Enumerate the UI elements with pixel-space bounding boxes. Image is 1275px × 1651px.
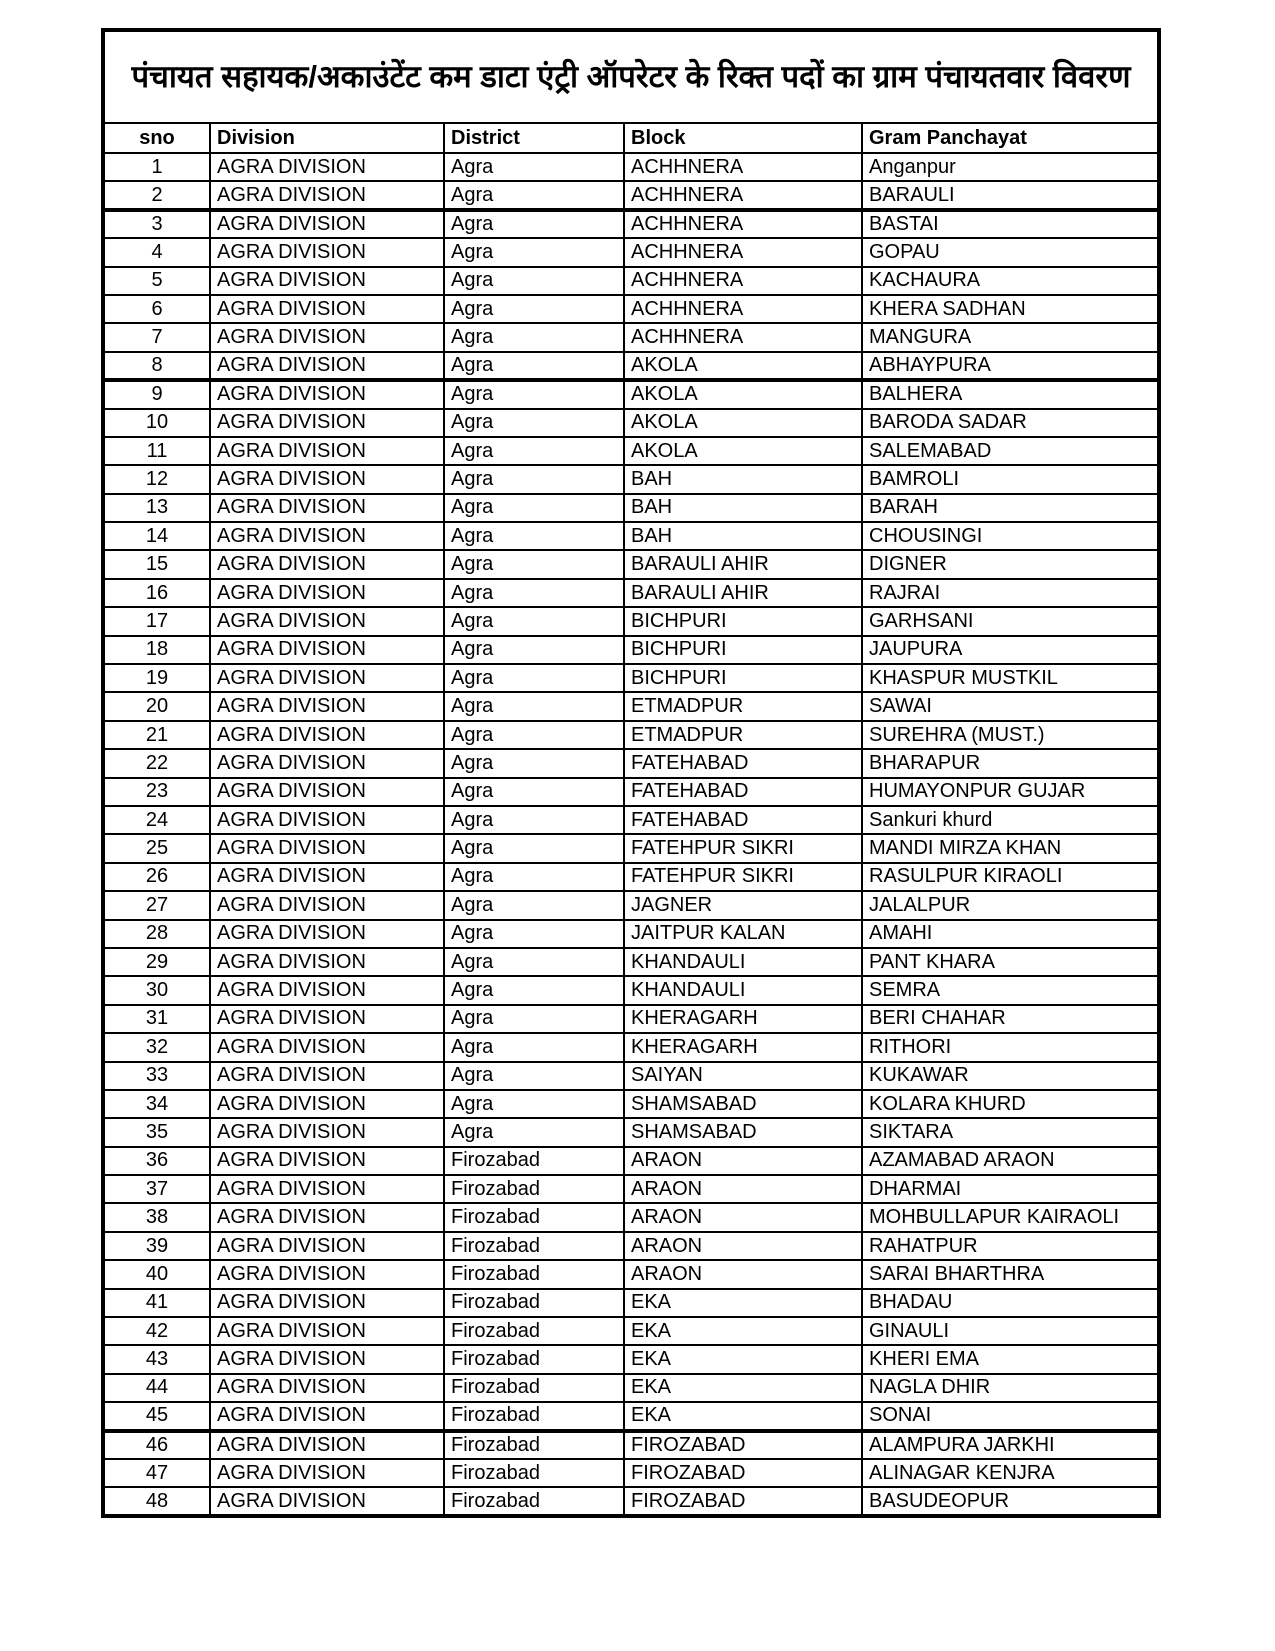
cell-district: Agra — [444, 692, 624, 720]
cell-block: SHAMSABAD — [624, 1090, 862, 1118]
table-row — [103, 749, 1159, 777]
cell-district: Agra — [444, 465, 624, 493]
table-row — [103, 1345, 1159, 1373]
cell-division: AGRA DIVISION — [210, 636, 444, 664]
table-row — [103, 210, 1159, 238]
cell-sno: 30 — [103, 976, 210, 1004]
cell-division: AGRA DIVISION — [210, 721, 444, 749]
cell-sno: 8 — [103, 352, 210, 380]
cell-district: Firozabad — [444, 1260, 624, 1288]
cell-division: AGRA DIVISION — [210, 181, 444, 209]
cell-division: AGRA DIVISION — [210, 1317, 444, 1345]
cell-district: Firozabad — [444, 1345, 624, 1373]
table-row — [103, 1289, 1159, 1317]
table-row — [103, 238, 1159, 266]
cell-division: AGRA DIVISION — [210, 1090, 444, 1118]
cell-division: AGRA DIVISION — [210, 778, 444, 806]
cell-sno: 14 — [103, 522, 210, 550]
cell-division: AGRA DIVISION — [210, 380, 444, 408]
cell-gram-panchayat: JAUPURA — [862, 636, 1159, 664]
cell-district: Agra — [444, 920, 624, 948]
table-row — [103, 1005, 1159, 1033]
cell-block: BAH — [624, 522, 862, 550]
cell-block: BICHPURI — [624, 607, 862, 635]
cell-block: ACHHNERA — [624, 238, 862, 266]
cell-division: AGRA DIVISION — [210, 465, 444, 493]
cell-gram-panchayat: SUREHRA (MUST.) — [862, 721, 1159, 749]
cell-gram-panchayat: RASULPUR KIRAOLI — [862, 863, 1159, 891]
cell-district: Agra — [444, 1090, 624, 1118]
cell-block: ETMADPUR — [624, 721, 862, 749]
cell-block: BICHPURI — [624, 664, 862, 692]
cell-district: Agra — [444, 863, 624, 891]
table-row — [103, 863, 1159, 891]
cell-district: Firozabad — [444, 1374, 624, 1402]
cell-gram-panchayat: GARHSANI — [862, 607, 1159, 635]
cell-district: Agra — [444, 352, 624, 380]
cell-division: AGRA DIVISION — [210, 267, 444, 295]
cell-sno: 36 — [103, 1147, 210, 1175]
cell-division: AGRA DIVISION — [210, 1033, 444, 1061]
table-row — [103, 1487, 1159, 1515]
cell-district: Firozabad — [444, 1317, 624, 1345]
column-header-division: Division — [210, 123, 444, 153]
cell-gram-panchayat: KOLARA KHURD — [862, 1090, 1159, 1118]
cell-block: AKOLA — [624, 437, 862, 465]
cell-division: AGRA DIVISION — [210, 1402, 444, 1430]
cell-gram-panchayat: KHERA SADHAN — [862, 295, 1159, 323]
cell-sno: 4 — [103, 238, 210, 266]
cell-division: AGRA DIVISION — [210, 664, 444, 692]
cell-district: Agra — [444, 891, 624, 919]
cell-district: Agra — [444, 948, 624, 976]
cell-sno: 24 — [103, 806, 210, 834]
table-row — [103, 409, 1159, 437]
cell-division: AGRA DIVISION — [210, 352, 444, 380]
cell-gram-panchayat: JALALPUR — [862, 891, 1159, 919]
cell-district: Agra — [444, 664, 624, 692]
cell-gram-panchayat: BERI CHAHAR — [862, 1005, 1159, 1033]
cell-district: Agra — [444, 579, 624, 607]
cell-gram-panchayat: NAGLA DHIR — [862, 1374, 1159, 1402]
cell-sno: 27 — [103, 891, 210, 919]
cell-district: Agra — [444, 636, 624, 664]
cell-division: AGRA DIVISION — [210, 1459, 444, 1487]
cell-block: ACHHNERA — [624, 295, 862, 323]
cell-sno: 1 — [103, 153, 210, 181]
cell-block: EKA — [624, 1289, 862, 1317]
cell-district: Agra — [444, 409, 624, 437]
cell-sno: 43 — [103, 1345, 210, 1373]
cell-sno: 47 — [103, 1459, 210, 1487]
cell-block: ARAON — [624, 1232, 862, 1260]
cell-gram-panchayat: BARODA SADAR — [862, 409, 1159, 437]
cell-sno: 39 — [103, 1232, 210, 1260]
cell-district: Agra — [444, 778, 624, 806]
cell-block: ARAON — [624, 1147, 862, 1175]
table-row — [103, 181, 1159, 209]
cell-sno: 29 — [103, 948, 210, 976]
cell-block: EKA — [624, 1345, 862, 1373]
cell-gram-panchayat: RITHORI — [862, 1033, 1159, 1061]
cell-division: AGRA DIVISION — [210, 210, 444, 238]
cell-block: ACHHNERA — [624, 181, 862, 209]
cell-gram-panchayat: BAMROLI — [862, 465, 1159, 493]
cell-gram-panchayat: BALHERA — [862, 380, 1159, 408]
cell-sno: 23 — [103, 778, 210, 806]
cell-sno: 45 — [103, 1402, 210, 1430]
cell-gram-panchayat: MANGURA — [862, 323, 1159, 351]
cell-division: AGRA DIVISION — [210, 1062, 444, 1090]
cell-division: AGRA DIVISION — [210, 1431, 444, 1459]
cell-block: ACHHNERA — [624, 210, 862, 238]
table-row — [103, 636, 1159, 664]
cell-sno: 19 — [103, 664, 210, 692]
cell-block: BAH — [624, 494, 862, 522]
cell-block: SAIYAN — [624, 1062, 862, 1090]
cell-division: AGRA DIVISION — [210, 409, 444, 437]
cell-gram-panchayat: Anganpur — [862, 153, 1159, 181]
cell-block: FATEHPUR SIKRI — [624, 863, 862, 891]
cell-district: Firozabad — [444, 1431, 624, 1459]
table-row — [103, 352, 1159, 380]
cell-block: ARAON — [624, 1203, 862, 1231]
table-row — [103, 1402, 1159, 1430]
cell-district: Agra — [444, 834, 624, 862]
cell-district: Agra — [444, 1118, 624, 1146]
cell-gram-panchayat: ALAMPURA JARKHI — [862, 1431, 1159, 1459]
cell-sno: 46 — [103, 1431, 210, 1459]
cell-gram-panchayat: PANT KHARA — [862, 948, 1159, 976]
cell-division: AGRA DIVISION — [210, 437, 444, 465]
cell-district: Agra — [444, 1062, 624, 1090]
cell-district: Agra — [444, 607, 624, 635]
cell-division: AGRA DIVISION — [210, 1289, 444, 1317]
cell-block: FIROZABAD — [624, 1487, 862, 1515]
cell-gram-panchayat: SIKTARA — [862, 1118, 1159, 1146]
cell-block: ARAON — [624, 1175, 862, 1203]
cell-district: Agra — [444, 437, 624, 465]
table-row — [103, 1459, 1159, 1487]
cell-block: ARAON — [624, 1260, 862, 1288]
cell-sno: 9 — [103, 380, 210, 408]
cell-sno: 40 — [103, 1260, 210, 1288]
cell-division: AGRA DIVISION — [210, 494, 444, 522]
cell-district: Agra — [444, 181, 624, 209]
cell-district: Agra — [444, 380, 624, 408]
cell-sno: 21 — [103, 721, 210, 749]
cell-district: Agra — [444, 522, 624, 550]
cell-division: AGRA DIVISION — [210, 1118, 444, 1146]
cell-district: Agra — [444, 267, 624, 295]
cell-gram-panchayat: MANDI MIRZA KHAN — [862, 834, 1159, 862]
cell-division: AGRA DIVISION — [210, 1345, 444, 1373]
cell-sno: 33 — [103, 1062, 210, 1090]
table-row — [103, 1090, 1159, 1118]
table-row — [103, 607, 1159, 635]
cell-division: AGRA DIVISION — [210, 1374, 444, 1402]
cell-division: AGRA DIVISION — [210, 607, 444, 635]
cell-division: AGRA DIVISION — [210, 1260, 444, 1288]
cell-division: AGRA DIVISION — [210, 550, 444, 578]
cell-block: AKOLA — [624, 380, 862, 408]
cell-gram-panchayat: BARAULI — [862, 181, 1159, 209]
cell-division: AGRA DIVISION — [210, 323, 444, 351]
cell-gram-panchayat: DHARMAI — [862, 1175, 1159, 1203]
table-row — [103, 153, 1159, 181]
table-row — [103, 465, 1159, 493]
cell-sno: 35 — [103, 1118, 210, 1146]
cell-gram-panchayat: BHADAU — [862, 1289, 1159, 1317]
cell-sno: 28 — [103, 920, 210, 948]
cell-sno: 6 — [103, 295, 210, 323]
cell-gram-panchayat: SALEMABAD — [862, 437, 1159, 465]
cell-district: Firozabad — [444, 1487, 624, 1515]
cell-sno: 10 — [103, 409, 210, 437]
cell-district: Firozabad — [444, 1289, 624, 1317]
cell-gram-panchayat: AMAHI — [862, 920, 1159, 948]
cell-gram-panchayat: KACHAURA — [862, 267, 1159, 295]
cell-sno: 3 — [103, 210, 210, 238]
cell-block: AKOLA — [624, 352, 862, 380]
table-row — [103, 692, 1159, 720]
table-row — [103, 550, 1159, 578]
cell-district: Agra — [444, 210, 624, 238]
cell-sno: 48 — [103, 1487, 210, 1515]
cell-sno: 13 — [103, 494, 210, 522]
cell-district: Agra — [444, 153, 624, 181]
table-row — [103, 834, 1159, 862]
cell-sno: 5 — [103, 267, 210, 295]
cell-block: BICHPURI — [624, 636, 862, 664]
table-row — [103, 778, 1159, 806]
table-row — [103, 1260, 1159, 1288]
table-row — [103, 806, 1159, 834]
table-row — [103, 1033, 1159, 1061]
cell-division: AGRA DIVISION — [210, 1487, 444, 1515]
table-row — [103, 267, 1159, 295]
table-row — [103, 1374, 1159, 1402]
cell-gram-panchayat: SONAI — [862, 1402, 1159, 1430]
cell-division: AGRA DIVISION — [210, 1147, 444, 1175]
cell-gram-panchayat: CHOUSINGI — [862, 522, 1159, 550]
cell-division: AGRA DIVISION — [210, 891, 444, 919]
document-title: पंचायत सहायक/अकाउंटेंट कम डाटा एंट्री ऑपरेटर के रिक्त पदों का ग्राम पंचायतवार विवरण — [103, 30, 1159, 123]
cell-district: Agra — [444, 806, 624, 834]
cell-block: AKOLA — [624, 409, 862, 437]
cell-block: JAGNER — [624, 891, 862, 919]
cell-block: ACHHNERA — [624, 267, 862, 295]
cell-district: Agra — [444, 238, 624, 266]
cell-sno: 44 — [103, 1374, 210, 1402]
cell-sno: 15 — [103, 550, 210, 578]
table-row — [103, 323, 1159, 351]
cell-block: KHANDAULI — [624, 976, 862, 1004]
column-header-sno: sno — [103, 123, 210, 153]
cell-division: AGRA DIVISION — [210, 1175, 444, 1203]
cell-sno: 20 — [103, 692, 210, 720]
table-row — [103, 579, 1159, 607]
cell-sno: 37 — [103, 1175, 210, 1203]
cell-gram-panchayat: RAJRAI — [862, 579, 1159, 607]
cell-district: Agra — [444, 721, 624, 749]
cell-block: BAH — [624, 465, 862, 493]
cell-district: Agra — [444, 976, 624, 1004]
cell-block: ACHHNERA — [624, 323, 862, 351]
table-row — [103, 1431, 1159, 1459]
cell-block: BARAULI AHIR — [624, 579, 862, 607]
cell-division: AGRA DIVISION — [210, 976, 444, 1004]
cell-block: EKA — [624, 1374, 862, 1402]
cell-block: FATEHABAD — [624, 749, 862, 777]
cell-block: ETMADPUR — [624, 692, 862, 720]
cell-sno: 12 — [103, 465, 210, 493]
cell-sno: 38 — [103, 1203, 210, 1231]
cell-block: FIROZABAD — [624, 1459, 862, 1487]
cell-sno: 34 — [103, 1090, 210, 1118]
cell-district: Firozabad — [444, 1232, 624, 1260]
table-row — [103, 948, 1159, 976]
table-row — [103, 1203, 1159, 1231]
cell-district: Firozabad — [444, 1402, 624, 1430]
cell-division: AGRA DIVISION — [210, 692, 444, 720]
table-row — [103, 891, 1159, 919]
cell-district: Firozabad — [444, 1147, 624, 1175]
cell-gram-panchayat: KUKAWAR — [862, 1062, 1159, 1090]
cell-gram-panchayat: BARAH — [862, 494, 1159, 522]
cell-block: KHERAGARH — [624, 1005, 862, 1033]
table-row — [103, 437, 1159, 465]
title-row — [103, 30, 1159, 123]
cell-block: KHERAGARH — [624, 1033, 862, 1061]
cell-sno: 7 — [103, 323, 210, 351]
cell-gram-panchayat: MOHBULLAPUR KAIRAOLI — [862, 1203, 1159, 1231]
cell-block: EKA — [624, 1402, 862, 1430]
cell-gram-panchayat: BHARAPUR — [862, 749, 1159, 777]
cell-sno: 41 — [103, 1289, 210, 1317]
table-row — [103, 920, 1159, 948]
cell-division: AGRA DIVISION — [210, 948, 444, 976]
cell-gram-panchayat: AZAMABAD ARAON — [862, 1147, 1159, 1175]
cell-division: AGRA DIVISION — [210, 834, 444, 862]
cell-gram-panchayat: GOPAU — [862, 238, 1159, 266]
table-row — [103, 1317, 1159, 1345]
cell-district: Firozabad — [444, 1459, 624, 1487]
table-row — [103, 494, 1159, 522]
cell-division: AGRA DIVISION — [210, 522, 444, 550]
cell-block: FATEHPUR SIKRI — [624, 834, 862, 862]
cell-division: AGRA DIVISION — [210, 863, 444, 891]
cell-sno: 25 — [103, 834, 210, 862]
cell-gram-panchayat: KHERI EMA — [862, 1345, 1159, 1373]
cell-block: FATEHABAD — [624, 778, 862, 806]
cell-block: FATEHABAD — [624, 806, 862, 834]
cell-block: JAITPUR KALAN — [624, 920, 862, 948]
cell-gram-panchayat: ALINAGAR KENJRA — [862, 1459, 1159, 1487]
cell-block: SHAMSABAD — [624, 1118, 862, 1146]
cell-gram-panchayat: SEMRA — [862, 976, 1159, 1004]
table-row — [103, 664, 1159, 692]
cell-division: AGRA DIVISION — [210, 295, 444, 323]
cell-division: AGRA DIVISION — [210, 806, 444, 834]
cell-gram-panchayat: ABHAYPURA — [862, 352, 1159, 380]
cell-district: Firozabad — [444, 1203, 624, 1231]
cell-division: AGRA DIVISION — [210, 920, 444, 948]
cell-sno: 2 — [103, 181, 210, 209]
cell-district: Agra — [444, 323, 624, 351]
cell-block: EKA — [624, 1317, 862, 1345]
table-row — [103, 1232, 1159, 1260]
cell-district: Agra — [444, 1005, 624, 1033]
cell-gram-panchayat: BASTAI — [862, 210, 1159, 238]
header-row — [103, 123, 1159, 153]
cell-division: AGRA DIVISION — [210, 1005, 444, 1033]
cell-sno: 18 — [103, 636, 210, 664]
cell-division: AGRA DIVISION — [210, 238, 444, 266]
cell-division: AGRA DIVISION — [210, 579, 444, 607]
table-row — [103, 1147, 1159, 1175]
cell-division: AGRA DIVISION — [210, 1232, 444, 1260]
column-header-block: Block — [624, 123, 862, 153]
cell-sno: 32 — [103, 1033, 210, 1061]
cell-division: AGRA DIVISION — [210, 153, 444, 181]
cell-gram-panchayat: RAHATPUR — [862, 1232, 1159, 1260]
column-header-district: District — [444, 123, 624, 153]
cell-sno: 26 — [103, 863, 210, 891]
table-row — [103, 295, 1159, 323]
cell-block: BARAULI AHIR — [624, 550, 862, 578]
cell-gram-panchayat: KHASPUR MUSTKIL — [862, 664, 1159, 692]
cell-district: Agra — [444, 550, 624, 578]
column-header-gram-panchayat: Gram Panchayat — [862, 123, 1159, 153]
table-row — [103, 976, 1159, 1004]
cell-gram-panchayat: HUMAYONPUR GUJAR — [862, 778, 1159, 806]
cell-gram-panchayat: DIGNER — [862, 550, 1159, 578]
cell-gram-panchayat: BASUDEOPUR — [862, 1487, 1159, 1515]
table-row — [103, 721, 1159, 749]
table-row — [103, 380, 1159, 408]
table-row — [103, 1175, 1159, 1203]
vacancy-table — [101, 28, 1161, 1518]
table-row — [103, 1062, 1159, 1090]
cell-sno: 11 — [103, 437, 210, 465]
cell-sno: 17 — [103, 607, 210, 635]
cell-block: KHANDAULI — [624, 948, 862, 976]
cell-district: Agra — [444, 295, 624, 323]
cell-sno: 22 — [103, 749, 210, 777]
table-row — [103, 1118, 1159, 1146]
cell-gram-panchayat: Sankuri khurd — [862, 806, 1159, 834]
cell-gram-panchayat: GINAULI — [862, 1317, 1159, 1345]
cell-block: FIROZABAD — [624, 1431, 862, 1459]
cell-district: Agra — [444, 749, 624, 777]
cell-division: AGRA DIVISION — [210, 1203, 444, 1231]
cell-division: AGRA DIVISION — [210, 749, 444, 777]
table-row — [103, 522, 1159, 550]
cell-district: Agra — [444, 1033, 624, 1061]
cell-gram-panchayat: SAWAI — [862, 692, 1159, 720]
cell-district: Firozabad — [444, 1175, 624, 1203]
cell-sno: 42 — [103, 1317, 210, 1345]
cell-sno: 16 — [103, 579, 210, 607]
cell-district: Agra — [444, 494, 624, 522]
cell-block: ACHHNERA — [624, 153, 862, 181]
cell-sno: 31 — [103, 1005, 210, 1033]
cell-gram-panchayat: SARAI BHARTHRA — [862, 1260, 1159, 1288]
